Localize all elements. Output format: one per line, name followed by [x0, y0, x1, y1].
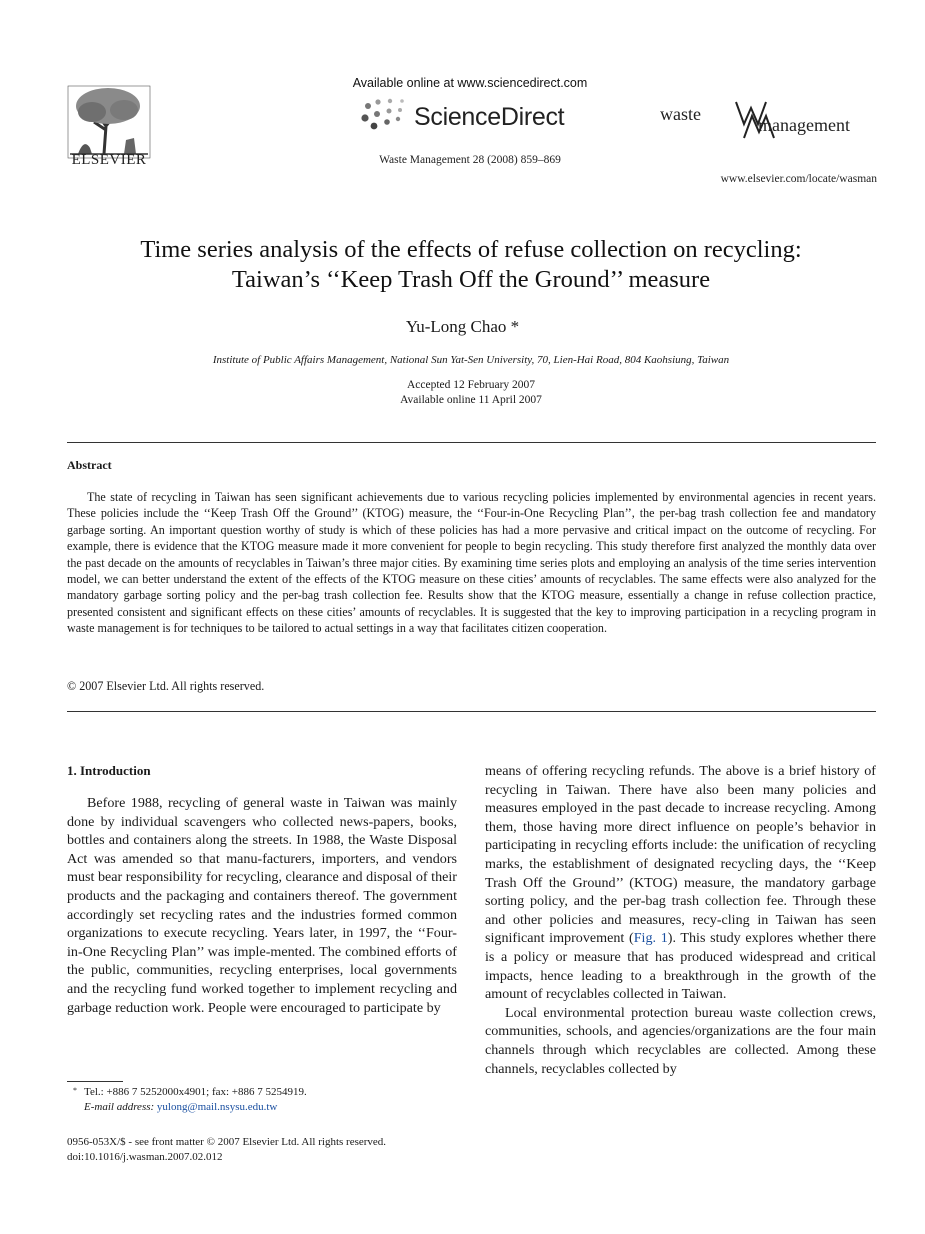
body-column-right: [485, 762, 876, 1078]
intro-paragraph-2: Local environmental protection bureau waste collection crews, communities, schools, and agencies/organizations are the four main channels through which recyclables are collected. Among these channels, recyclables collected by: [485, 1004, 876, 1077]
article-title-line-2: Taiwan’s ‘‘Keep Trash Off the Ground’’ measure: [231, 266, 711, 293]
available-online-note: Available online at www.sciencedirect.com: [352, 76, 588, 90]
abstract-heading: Abstract: [67, 458, 112, 472]
footnote-marker: *: [73, 1086, 77, 1095]
intro-paragraph-1-continued: [485, 762, 876, 1004]
author-footnote: [67, 1085, 467, 1115]
front-matter: [67, 1135, 386, 1165]
footnote-rule: [67, 1081, 123, 1082]
article-dates: [0, 378, 925, 408]
footnote-phone-fax: Tel.: +886 7 5252000x4901; fax: +886 7 5254919.: [84, 1086, 307, 1098]
doi-line[interactable]: doi:10.1016/j.wasman.2007.02.012: [67, 1151, 223, 1163]
article-title-line-1: Time series analysis of the effects of refuse collection on recycling:: [140, 236, 802, 263]
intro-text-part-b: ). This study explores whether there is a policy or measure that has produced widespread and critical impacts, hence leading to a breakthrough in the growth of the amount of recyclables collected in Taiwan.: [485, 930, 876, 1003]
elsevier-wordmark: ELSEVIER: [71, 152, 147, 168]
journal-citation: Waste Management 28 (2008) 859–869: [379, 154, 561, 166]
accepted-date: Accepted 12 February 2007: [406, 379, 536, 391]
intro-paragraph-1: Before 1988, recycling of general waste in Taiwan was mainly done by individual scavengers who collected news-papers, books, bottles and containers along the streets. In 1988, the Waste Disposal Act was amended so that manu-facturers, importers, and vendors must bear responsibility for recycling, clearance and disposal of their products and the packaging and containers thereof. The government accordingly set recycling rates and the industries formed common organizations to execute recycling. Years later, in 1997, the ‘‘Four-in-One Recycling Plan’’ was imple-mented. The combined efforts of the public, communities, recycling enterprises, local governments and the recycling fund worked together to implement recycling and garbage reduction work. People were encouraged to participate by: [67, 795, 457, 1016]
journal-header: [0, 0, 925, 200]
journal-url-link[interactable]: www.elsevier.com/locate/wasman: [720, 173, 877, 185]
section-heading-introduction: 1. Introduction: [67, 763, 151, 778]
author-affiliation: Institute of Public Affairs Management, National Sun Yat-Sen University, 70, Lien-Hai Road, 804 Kaohsiung, Taiwan: [212, 354, 730, 366]
sciencedirect-wordmark: ScienceDirect: [414, 103, 565, 131]
body-column-left: [67, 762, 457, 1017]
email-label: E-mail address:: [84, 1101, 155, 1113]
footnote-email-line: [67, 1100, 467, 1115]
author-name: Yu-Long Chao *: [405, 317, 520, 336]
issn-copyright-line: 0956-053X/$ - see front matter © 2007 Elsevier Ltd. All rights reserved.: [67, 1136, 387, 1148]
journal-logo-waste: waste: [660, 104, 701, 124]
intro-text-part-a: means of offering recycling refunds. The above is a brief history of recycling in Taiwan. There have also been many policies and measures employed in the past decade to increase recycling. Among them, those having more direct influence on people’s behavior in participating in recycling efforts include: the unification of recycling marks, the establishment of designated recycling days, the ‘‘Keep Trash Off the Ground’’ (KTOG) measure, the mandatory garbage sorting policy, and the per-bag trash collection fee. Through these and other policies and measures, recy-cling in Taiwan has seen significant improvement (: [485, 763, 876, 947]
abstract-bottom-rule: [67, 711, 876, 712]
article-title: [60, 235, 882, 295]
journal-logo-management: management: [758, 115, 850, 135]
abstract-text: The state of recycling in Taiwan has seen significant achievements due to various recycling policies implemented by environmental agencies in recent years. These policies include the ‘‘Keep Trash Off the Ground’’ (KTOG) measure, the ‘‘Four-in-One Recycling Plan’’, the per-bag trash collection fee and mandatory garbage sorting. An important question worthy of study is which of these policies has had a more pervasive and critical impact on the outcome of recycling. For example, there is evidence that the KTOG measure made it more convenient for people to begin recycling. This study therefore first analyzed the monthly data over the past decade on the amounts of recyclables in Taiwan’s three major cities. By examining time series plots and employing an analysis of the time series intervention model, we can better understand the extent of the effects of the KTOG measure on these cities’ amounts of recyclables. The same effects were also analyzed for the mandatory garbage sorting policy and the per-bag trash collection fee. Results show that the KTOG measure, essentially a change in refuse collection practice, presented consistent and significant effects on these cities’ amounts of recyclables. It is suggested that the key to improving participation in a recycling program in waste management is for techniques to be tailored to actual settings in a way that facilitates citizen cooperation.: [67, 490, 876, 636]
abstract-copyright: © 2007 Elsevier Ltd. All rights reserved.: [67, 679, 265, 693]
online-date: Available online 11 April 2007: [400, 394, 542, 406]
abstract-top-rule: [67, 442, 876, 443]
author-email-link[interactable]: yulong@mail.nsysu.edu.tw: [156, 1101, 278, 1113]
figure-1-link[interactable]: Fig. 1: [633, 930, 668, 947]
